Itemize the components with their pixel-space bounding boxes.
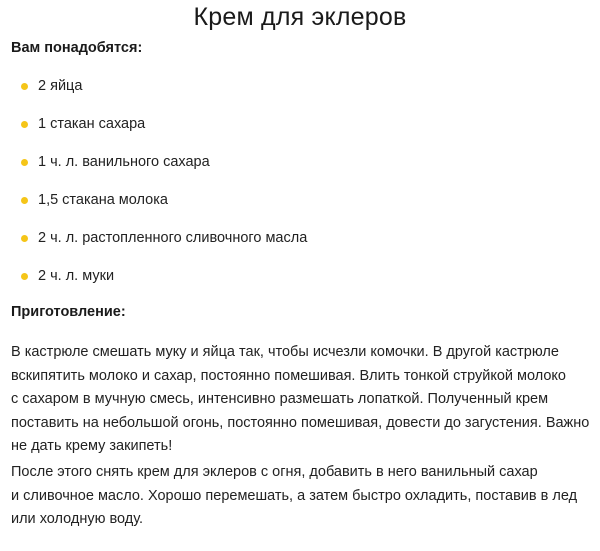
ingredients-heading: Вам понадобятся: [11, 40, 143, 56]
ingredient-text: 2 ч. л. муки [38, 268, 115, 284]
ingredient-text: 1 ч. л. ванильного сахара [38, 154, 210, 170]
paragraph-line: и сливочное масло. Хорошо перемешать, а затем быстро охладить, поставив в лед [11, 487, 578, 504]
bullet-dot-icon [21, 159, 28, 166]
paragraph-line: После этого снять крем для эклеров с огня, добавить в него ванильный сахар [11, 464, 538, 480]
page-title: Крем для эклеров [193, 3, 407, 31]
preparation-paragraph [11, 341, 591, 459]
bullet-dot-icon [21, 197, 28, 204]
preparation-heading: Приготовление: [11, 304, 126, 320]
paragraph-line: или холодную воду. [11, 511, 144, 527]
bullet-dot-icon [21, 235, 28, 242]
paragraph-line: вскипятить молоко и сахар, постоянно помешивая. Влить тонкой струйкой молоко [11, 367, 567, 384]
bullet-dot-icon [21, 273, 28, 280]
bullet-dot-icon [21, 121, 28, 128]
ingredient-text: 1,5 стакана молока [38, 192, 168, 208]
ingredient-text: 1 стакан сахара [38, 116, 146, 132]
preparation-paragraph [11, 461, 591, 532]
paragraph-line: В кастрюле смешать муку и яйца так, чтобы исчезли комочки. В другой кастрюле [11, 344, 559, 360]
bullet-dot-icon [21, 83, 28, 90]
ingredient-text: 2 яйца [38, 78, 83, 94]
ingredient-text: 2 ч. л. растопленного сливочного масла [38, 230, 308, 246]
paragraph-line: с сахаром в мучную смесь, интенсивно размешать лопаткой. Полученный крем [11, 391, 549, 407]
paragraph-line: поставить на небольшой огонь, постоянно помешивая, довести до загустения. Важно [11, 414, 590, 431]
paragraph-line: не дать крему закипеть! [11, 438, 173, 454]
